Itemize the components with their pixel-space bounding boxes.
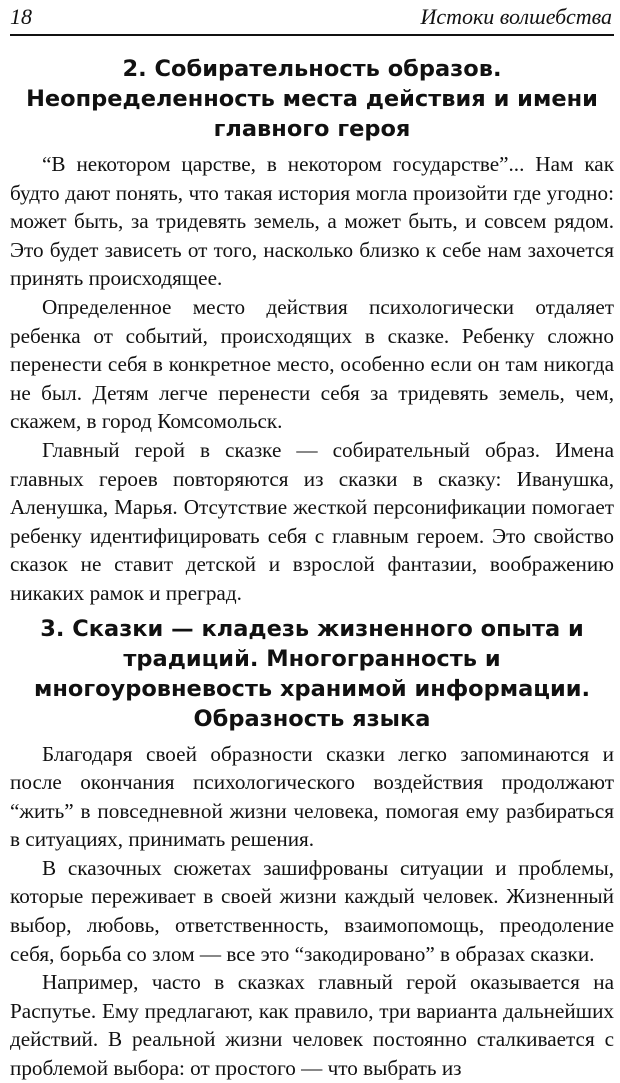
section-3-paragraph-2: В сказочных сюжетах зашифрованы ситуации и проблемы, которые переживает в своей жизни каждый человек. Жизненный выбор, любовь, ответственность, взаимопомощь, преодоление себя, борьба со злом — все это “закодировано” в образах сказки. bbox=[10, 855, 614, 966]
page-number: 18 bbox=[10, 4, 32, 29]
section-3-paragraph-3: Например, часто в сказках главный герой оказывается на Распутье. Ему предлагают, как правило, три варианта дальнейших действий. В реальной жизни человек постоянно сталкивается с проблемой выбора: от простого — что выбрать из bbox=[10, 970, 614, 1081]
heading-line: главного героя bbox=[213, 116, 411, 142]
heading-line: традиций. Многогранность и bbox=[123, 645, 501, 672]
heading-line: Неопределенность места действия и имени bbox=[26, 86, 598, 112]
section-3-heading bbox=[10, 614, 614, 734]
section-2-heading bbox=[10, 54, 614, 144]
section-2-paragraph-3: Главный герой в сказке — собирательный образ. Имена главных героев повторяются из сказки в сказку: Иванушка, Аленушка, Марья. Отсутствие жесткой персонификации помогает ребенку идентифицировать себя с главным героем. Это свойство сказок не ставит детской и взрослой фантазии, воображению никаких рамок и преград. bbox=[10, 437, 614, 605]
section-2-paragraph-1: “В некотором царстве, в некотором государстве”... Нам как будто дают понять, что такая история могла произойти где угодно: может быть, за тридевять земель, а может быть, и совсем рядом. Это будет зависеть от того, насколько близко к себе нам захочется принять происходящее. bbox=[10, 152, 614, 291]
running-header bbox=[10, 0, 614, 36]
section-2-paragraph-2: Определенное место действия психологически отдаляет ребенка от событий, происходящих в сказке. Ребенку сложно перенести себя в конкретное место, особенно если он там никогда не был. Детям легче перенести себя за тридевять земель, чем, скажем, в город Комсомольск. bbox=[10, 294, 614, 434]
heading-line: 3. Сказки — кладезь жизненного опыта и bbox=[40, 615, 584, 642]
heading-line: 2. Собирательность образов. bbox=[122, 56, 502, 82]
book-title: Истоки волшебства bbox=[420, 4, 612, 29]
heading-line: Образность языка bbox=[193, 705, 431, 732]
section-3-paragraph-1: Благодаря своей образности сказки легко запоминаются и после окончания психологического воздействия продолжают “жить” в повседневной жизни человека, помогая ему разбираться в ситуациях, принимать решения. bbox=[10, 741, 614, 852]
heading-line: многоуровневость хранимой информации. bbox=[33, 675, 591, 702]
